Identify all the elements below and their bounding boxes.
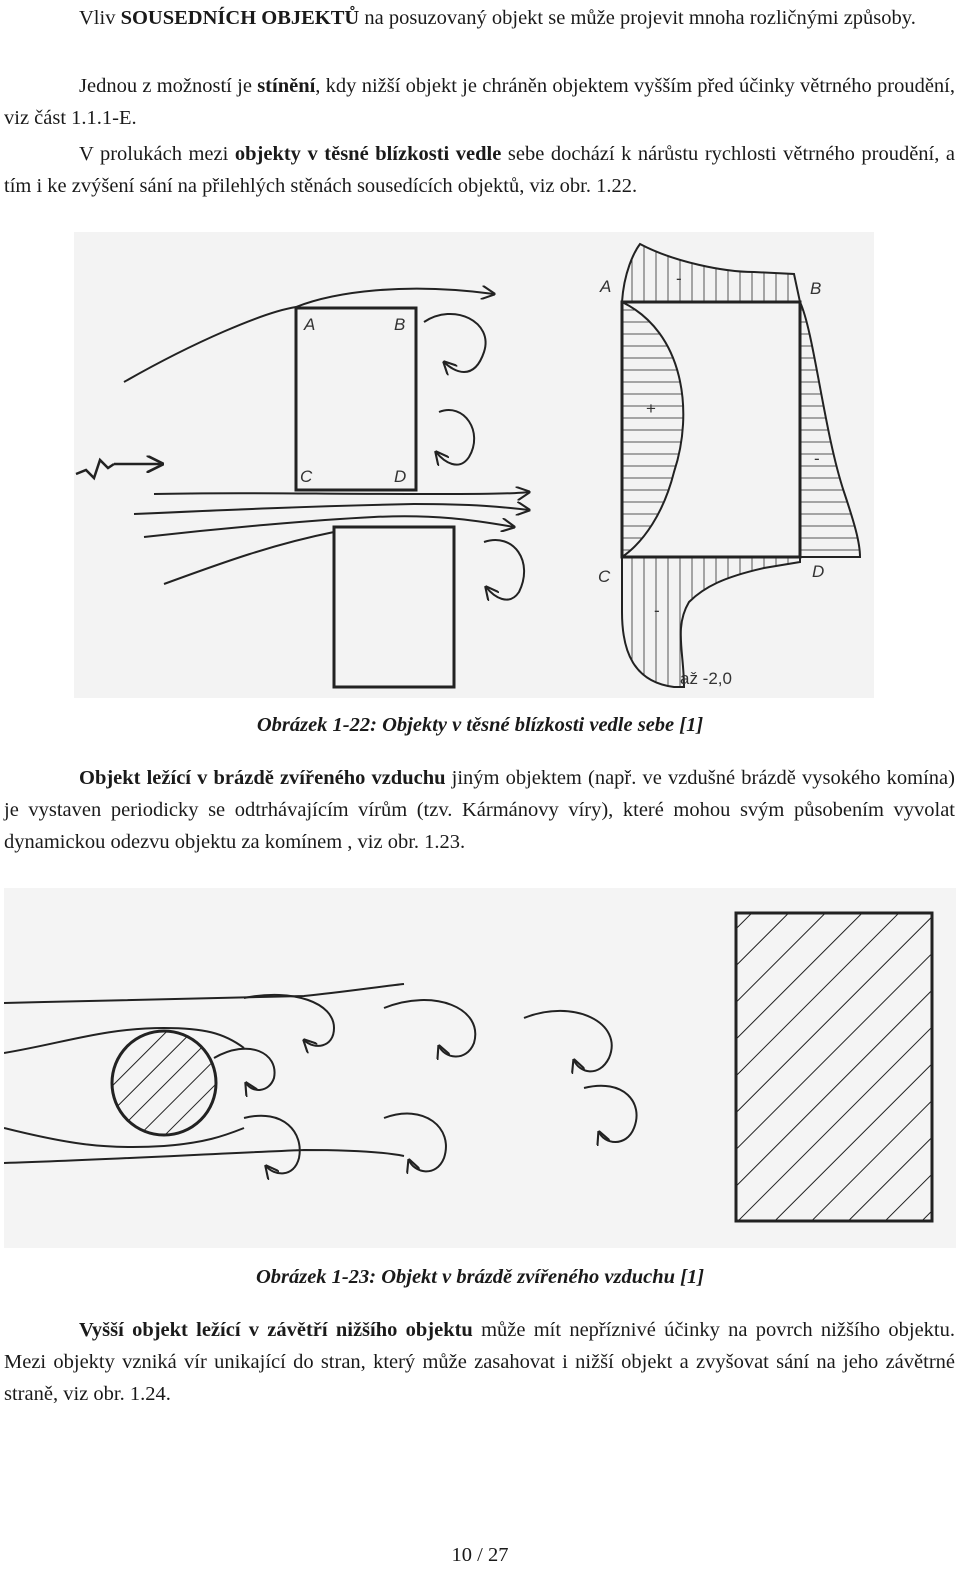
label-d-left: D: [394, 467, 407, 486]
figure-1-23: [4, 888, 956, 1248]
caption-figure-1-23: Obrázek 1-23: Objekt v brázdě zvířeného vzduchu [1]: [255, 1266, 705, 1288]
caption-figure-1-22: Obrázek 1-22: Objekty v těsné blízkosti vedle sebe [1]: [256, 714, 704, 736]
label-a-left: A: [304, 315, 316, 334]
paragraph-leeward: Vyšší objekt ležící v závětří nižšího objektu může mít nepříznivé účinky na povrch nižšího objektu. Mezi objekty vzniká vír unikající do stran, který může zasahovat i nižší objekt a zvyšovat sání na jeho závětrné straně, viz obr. 1.24.: [4, 1319, 955, 1405]
label-d-right: D: [812, 562, 825, 581]
label-a-right: A: [600, 277, 612, 296]
bold-term: stínění: [257, 75, 316, 97]
label-b-right: B: [810, 279, 822, 298]
bold-term: SOUSEDNÍCH OBJEKTŮ: [120, 7, 360, 29]
label-b-left: B: [394, 315, 406, 334]
sign-top: -: [676, 269, 682, 288]
label-c-right: C: [598, 567, 611, 586]
paragraph-shielding: Jednou z možností je stínění, kdy nižší objekt je chráněn objektem vyšším před účinky větrného proudění, viz část 1.1.1-E.: [4, 75, 955, 129]
paragraph-gaps: V prolukách mezi objekty v těsné blízkosti vedle sebe dochází k nárůstu rychlosti větrného proudění, a tím i ke zvýšení sání na přilehlých stěnách sousedících objektů, viz obr. 1.22.: [4, 143, 955, 197]
figure-1-22-drawing: [74, 232, 874, 698]
figure-1-23-drawing: [4, 888, 956, 1248]
sign-bottom: -: [654, 601, 660, 620]
bold-term: Objekt ležící v brázdě zvířeného vzduchu: [79, 767, 446, 789]
paragraph-neighbouring-objects: Vliv SOUSEDNÍCH OBJEKTŮ na posuzovaný objekt se může projevit mnoha rozličnými způsoby.: [79, 7, 916, 29]
page-number: 10 / 27: [451, 1544, 509, 1566]
annotation-value: až -2,0: [680, 669, 732, 688]
label-c-left: C: [300, 467, 313, 486]
bold-term: objekty v těsné blízkosti vedle: [234, 143, 502, 165]
sign-plus: +: [646, 399, 656, 418]
bold-term: Vyšší objekt ležící v závětří nižšího objektu: [79, 1319, 473, 1341]
paragraph-wake: Objekt ležící v brázdě zvířeného vzduchu jiným objektem (např. ve vzdušné brázdě vysokého komína) je vystaven periodicky se odtrhávajícím vírům (tzv. Kármánovy víry), které mohou svým působením vyvolat dynamickou odezvu objektu za komínem , viz obr. 1.23.: [4, 767, 955, 853]
figure-1-22: [74, 232, 874, 698]
sign-side: -: [814, 449, 820, 468]
